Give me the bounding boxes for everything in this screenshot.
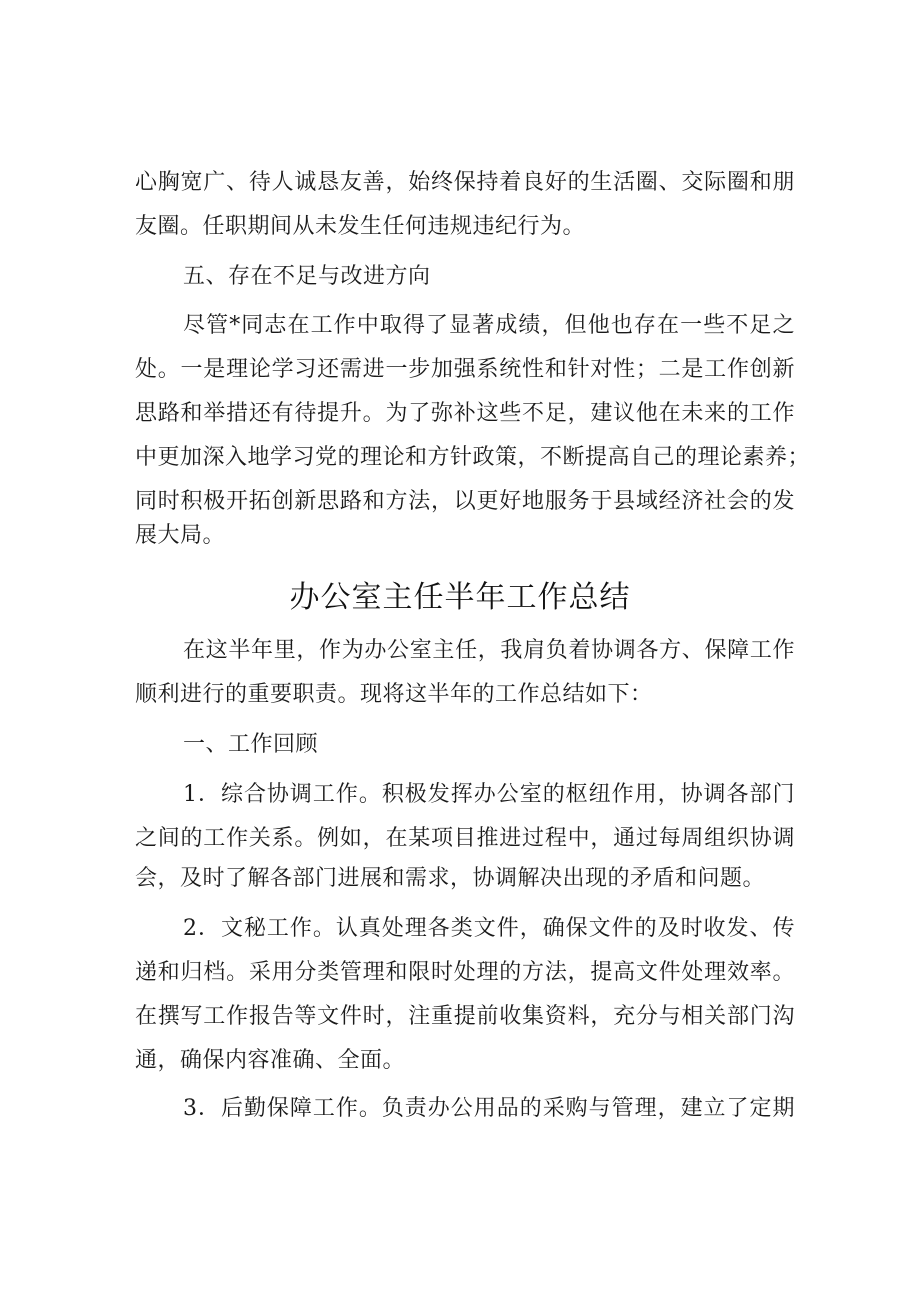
paragraph-line: 在这半年里，作为办公室主任，我肩负着协调各方、保障工作	[183, 638, 795, 663]
paragraph-line: 友圈。任职期间从未发生任何违规违纪行为。	[135, 214, 586, 239]
paragraph-line: 展大局。	[135, 523, 226, 548]
section-heading: 一、工作回顾	[183, 732, 319, 757]
list-item-line: 3．后勤保障工作。负责办公用品的采购与管理，建立了定期	[183, 1096, 795, 1121]
section-heading: 五、存在不足与改进方向	[183, 264, 431, 289]
list-item-line: 会，及时了解各部门进展和需求，协调解决出现的矛盾和问题。	[135, 866, 766, 891]
paragraph-line: 思路和举措还有待提升。为了弥补这些不足，建议他在未来的工作	[135, 401, 795, 426]
list-item-line: 1．综合协调工作。积极发挥办公室的枢纽作用，协调各部门	[183, 782, 795, 807]
list-item-line: 通，确保内容准确、全面。	[135, 1048, 406, 1073]
list-item-line: 2．文秘工作。认真处理各类文件，确保文件的及时收发、传	[183, 916, 795, 941]
list-item-line: 在撰写工作报告等文件时，注重提前收集资料，充分与相关部门沟	[135, 1004, 795, 1029]
paragraph-line: 中更加深入地学习党的理论和方针政策，不断提高自己的理论素养；	[135, 445, 811, 470]
paragraph-line: 尽管*同志在工作中取得了显著成绩，但他也存在一些不足之	[183, 313, 795, 338]
document-title: 办公室主任半年工作总结	[289, 580, 631, 615]
paragraph-line: 心胸宽广、待人诚恳友善，始终保持着良好的生活圈、交际圈和朋	[135, 170, 795, 195]
list-item-line: 递和归档。采用分类管理和限时处理的方法，提高文件处理效率。	[135, 960, 795, 985]
paragraph-line: 顺利进行的重要职责。现将这半年的工作总结如下：	[135, 682, 653, 707]
paragraph-line: 处。一是理论学习还需进一步加强系统性和针对性；二是工作创新	[135, 357, 795, 382]
list-item-line: 之间的工作关系。例如，在某项目推进过程中，通过每周组织协调	[135, 826, 795, 851]
paragraph-line: 同时积极开拓创新思路和方法，以更好地服务于县域经济社会的发	[135, 489, 795, 514]
